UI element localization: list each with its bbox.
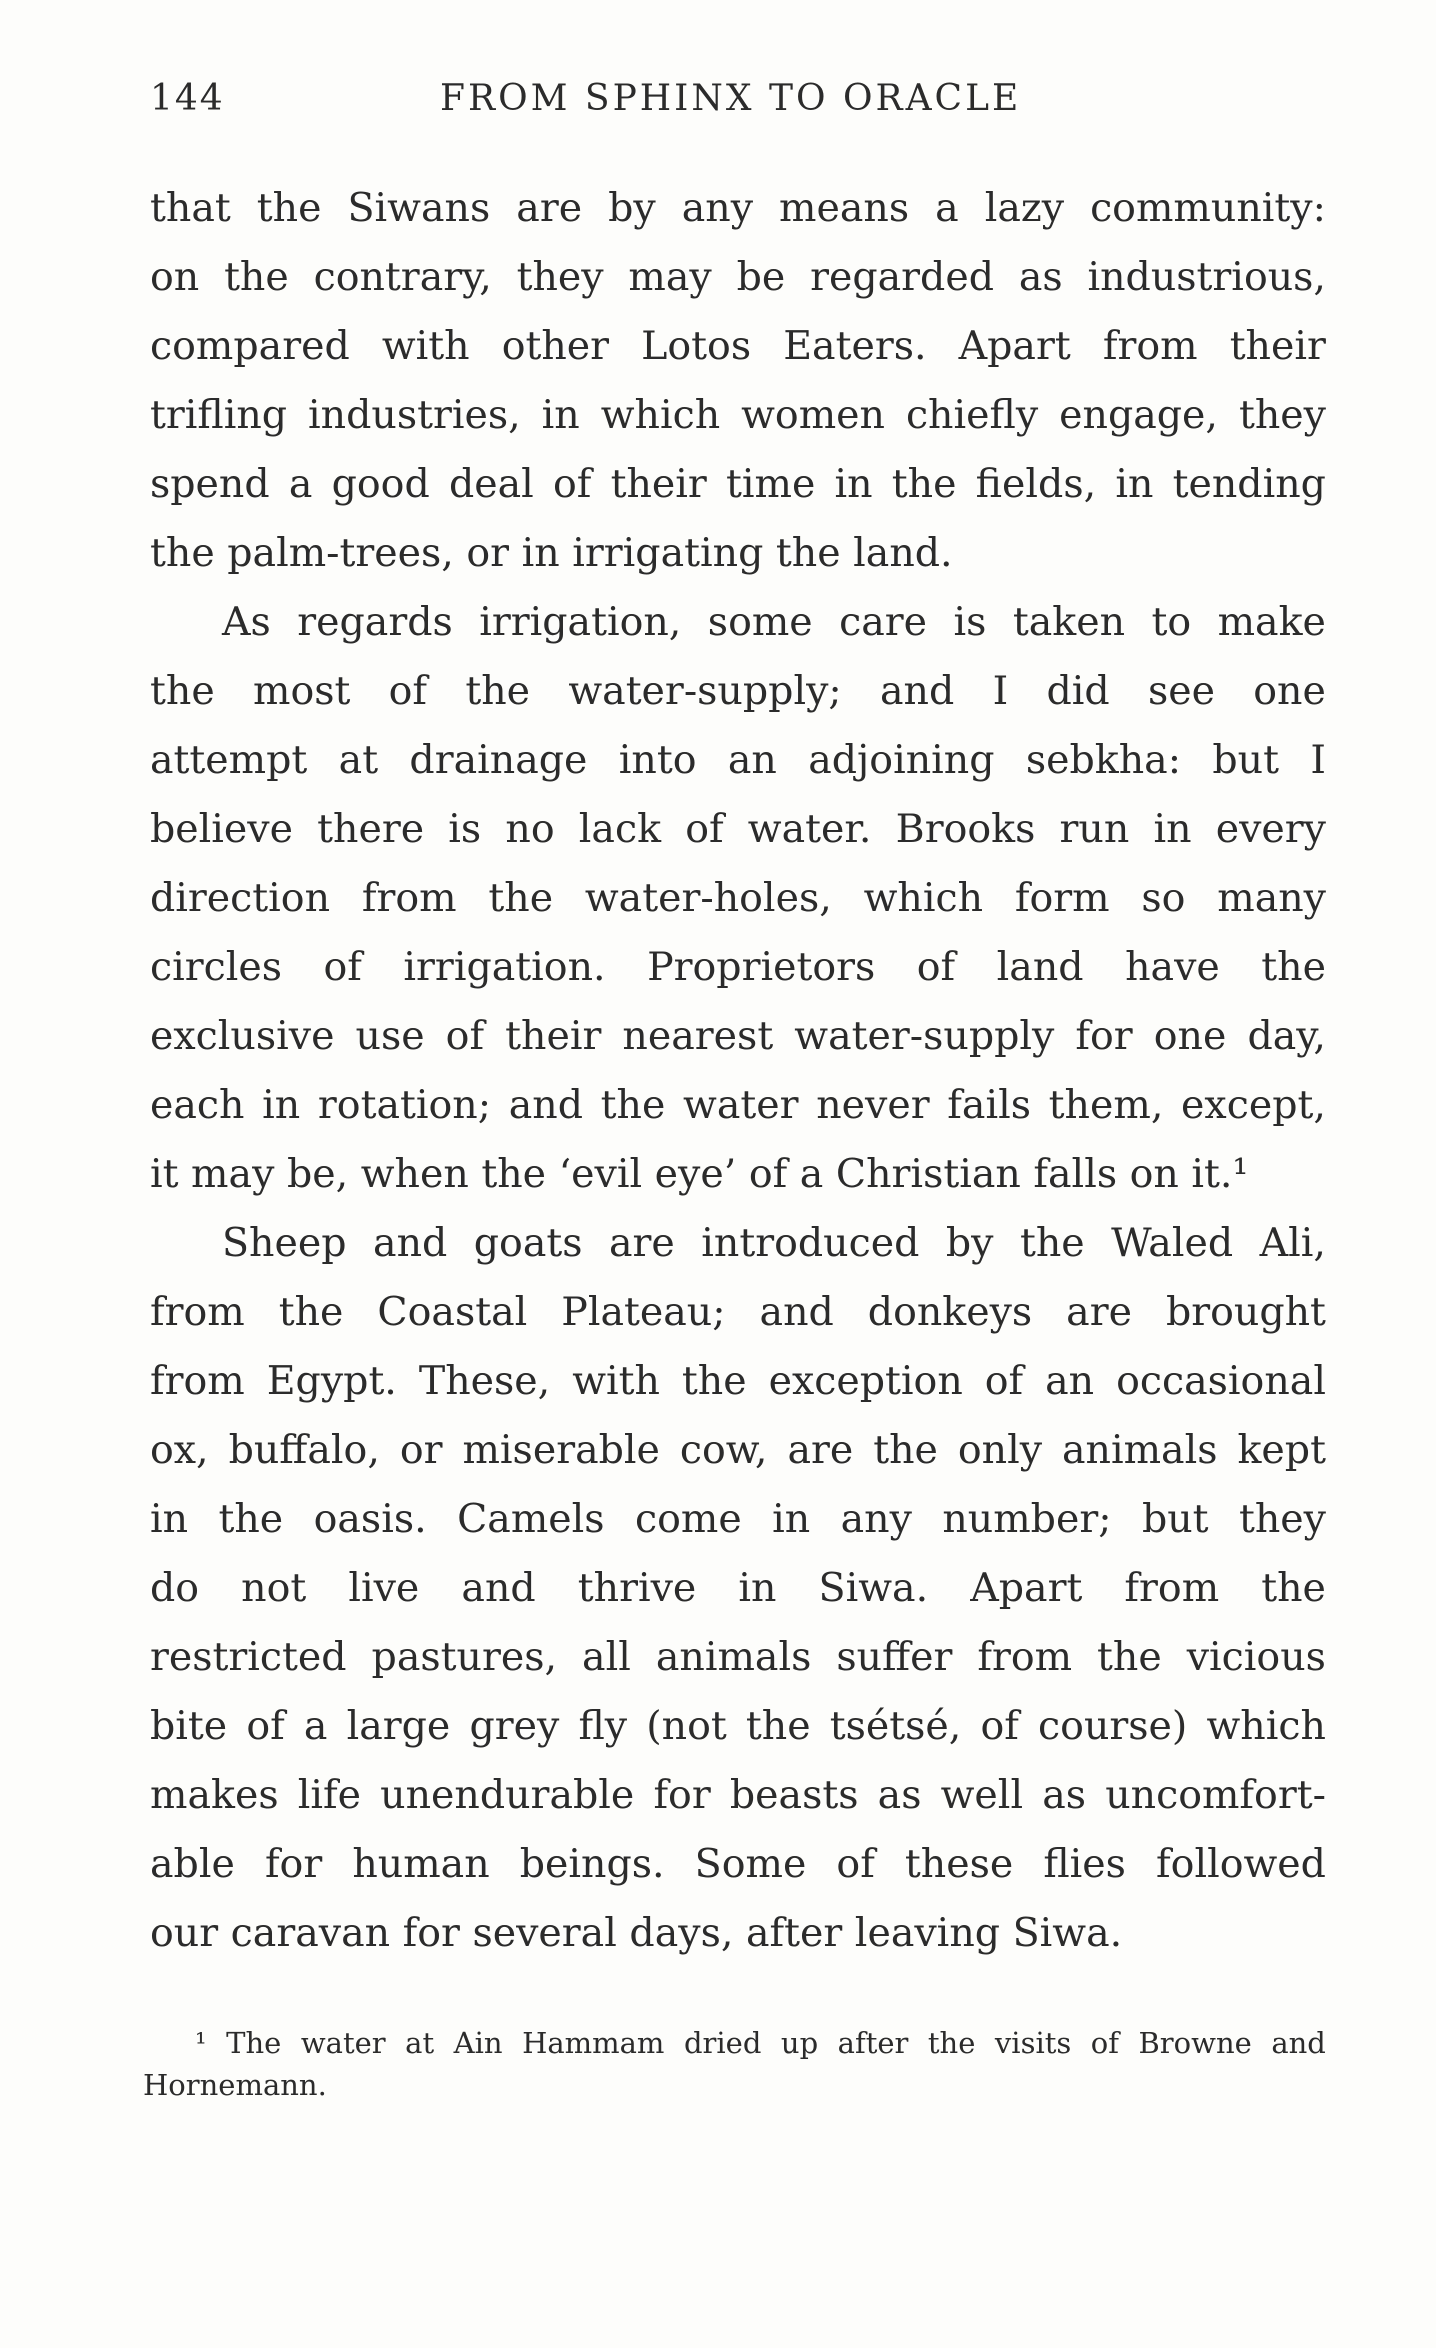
text-line: direction from the water-holes, which form so many bbox=[150, 875, 1326, 921]
footnote-line: ¹ The water at Ain Hammam dried up after the visits of Browne and bbox=[195, 2026, 1326, 2060]
text-line: ox, buffalo, or miserable cow, are the only animals kept bbox=[150, 1427, 1326, 1473]
text-line: attempt at drainage into an adjoining sebkha: but I bbox=[150, 737, 1326, 783]
text-line: from Egypt. These, with the exception of an occasional bbox=[150, 1358, 1326, 1404]
running-header bbox=[150, 78, 1326, 128]
text-line: on the contrary, they may be regarded as industrious, bbox=[150, 254, 1326, 300]
footnote-line: Hornemann. bbox=[143, 2068, 327, 2102]
running-title: FROM SPHINX TO ORACLE bbox=[440, 78, 1022, 119]
text-line: makes life unendurable for beasts as well as uncomfort- bbox=[150, 1772, 1326, 1818]
text-line: able for human beings. Some of these flies followed bbox=[150, 1841, 1326, 1887]
body-text bbox=[150, 174, 1326, 1968]
text-line: it may be, when the ‘evil eye’ of a Christian falls on it.¹ bbox=[150, 1151, 1249, 1197]
text-line: the most of the water-supply; and I did see one bbox=[150, 668, 1326, 714]
text-line: our caravan for several days, after leaving Siwa. bbox=[150, 1910, 1123, 1956]
text-line: restricted pastures, all animals suffer from the vicious bbox=[150, 1634, 1326, 1680]
text-line: Sheep and goats are introduced by the Waled Ali, bbox=[222, 1220, 1326, 1266]
text-line: believe there is no lack of water. Brooks run in every bbox=[150, 806, 1326, 852]
footnote bbox=[143, 2022, 1326, 2106]
text-line: trifling industries, in which women chiefly engage, they bbox=[150, 392, 1326, 438]
text-line: exclusive use of their nearest water-supply for one day, bbox=[150, 1013, 1326, 1059]
text-line: the palm-trees, or in irrigating the land. bbox=[150, 530, 953, 576]
text-line: compared with other Lotos Eaters. Apart from their bbox=[150, 323, 1326, 369]
text-line: circles of irrigation. Proprietors of land have the bbox=[150, 944, 1326, 990]
text-line: spend a good deal of their time in the fields, in tending bbox=[150, 461, 1326, 507]
text-line: each in rotation; and the water never fails them, except, bbox=[150, 1082, 1326, 1128]
text-line: do not live and thrive in Siwa. Apart from the bbox=[150, 1565, 1326, 1611]
text-line: that the Siwans are by any means a lazy community: bbox=[150, 185, 1326, 231]
text-line: As regards irrigation, some care is taken to make bbox=[222, 599, 1326, 645]
text-line: bite of a large grey fly (not the tsétsé, of course) which bbox=[150, 1703, 1326, 1749]
page-number: 144 bbox=[150, 78, 225, 119]
text-line: from the Coastal Plateau; and donkeys are brought bbox=[150, 1289, 1326, 1335]
text-line: in the oasis. Camels come in any number; but they bbox=[150, 1496, 1326, 1542]
